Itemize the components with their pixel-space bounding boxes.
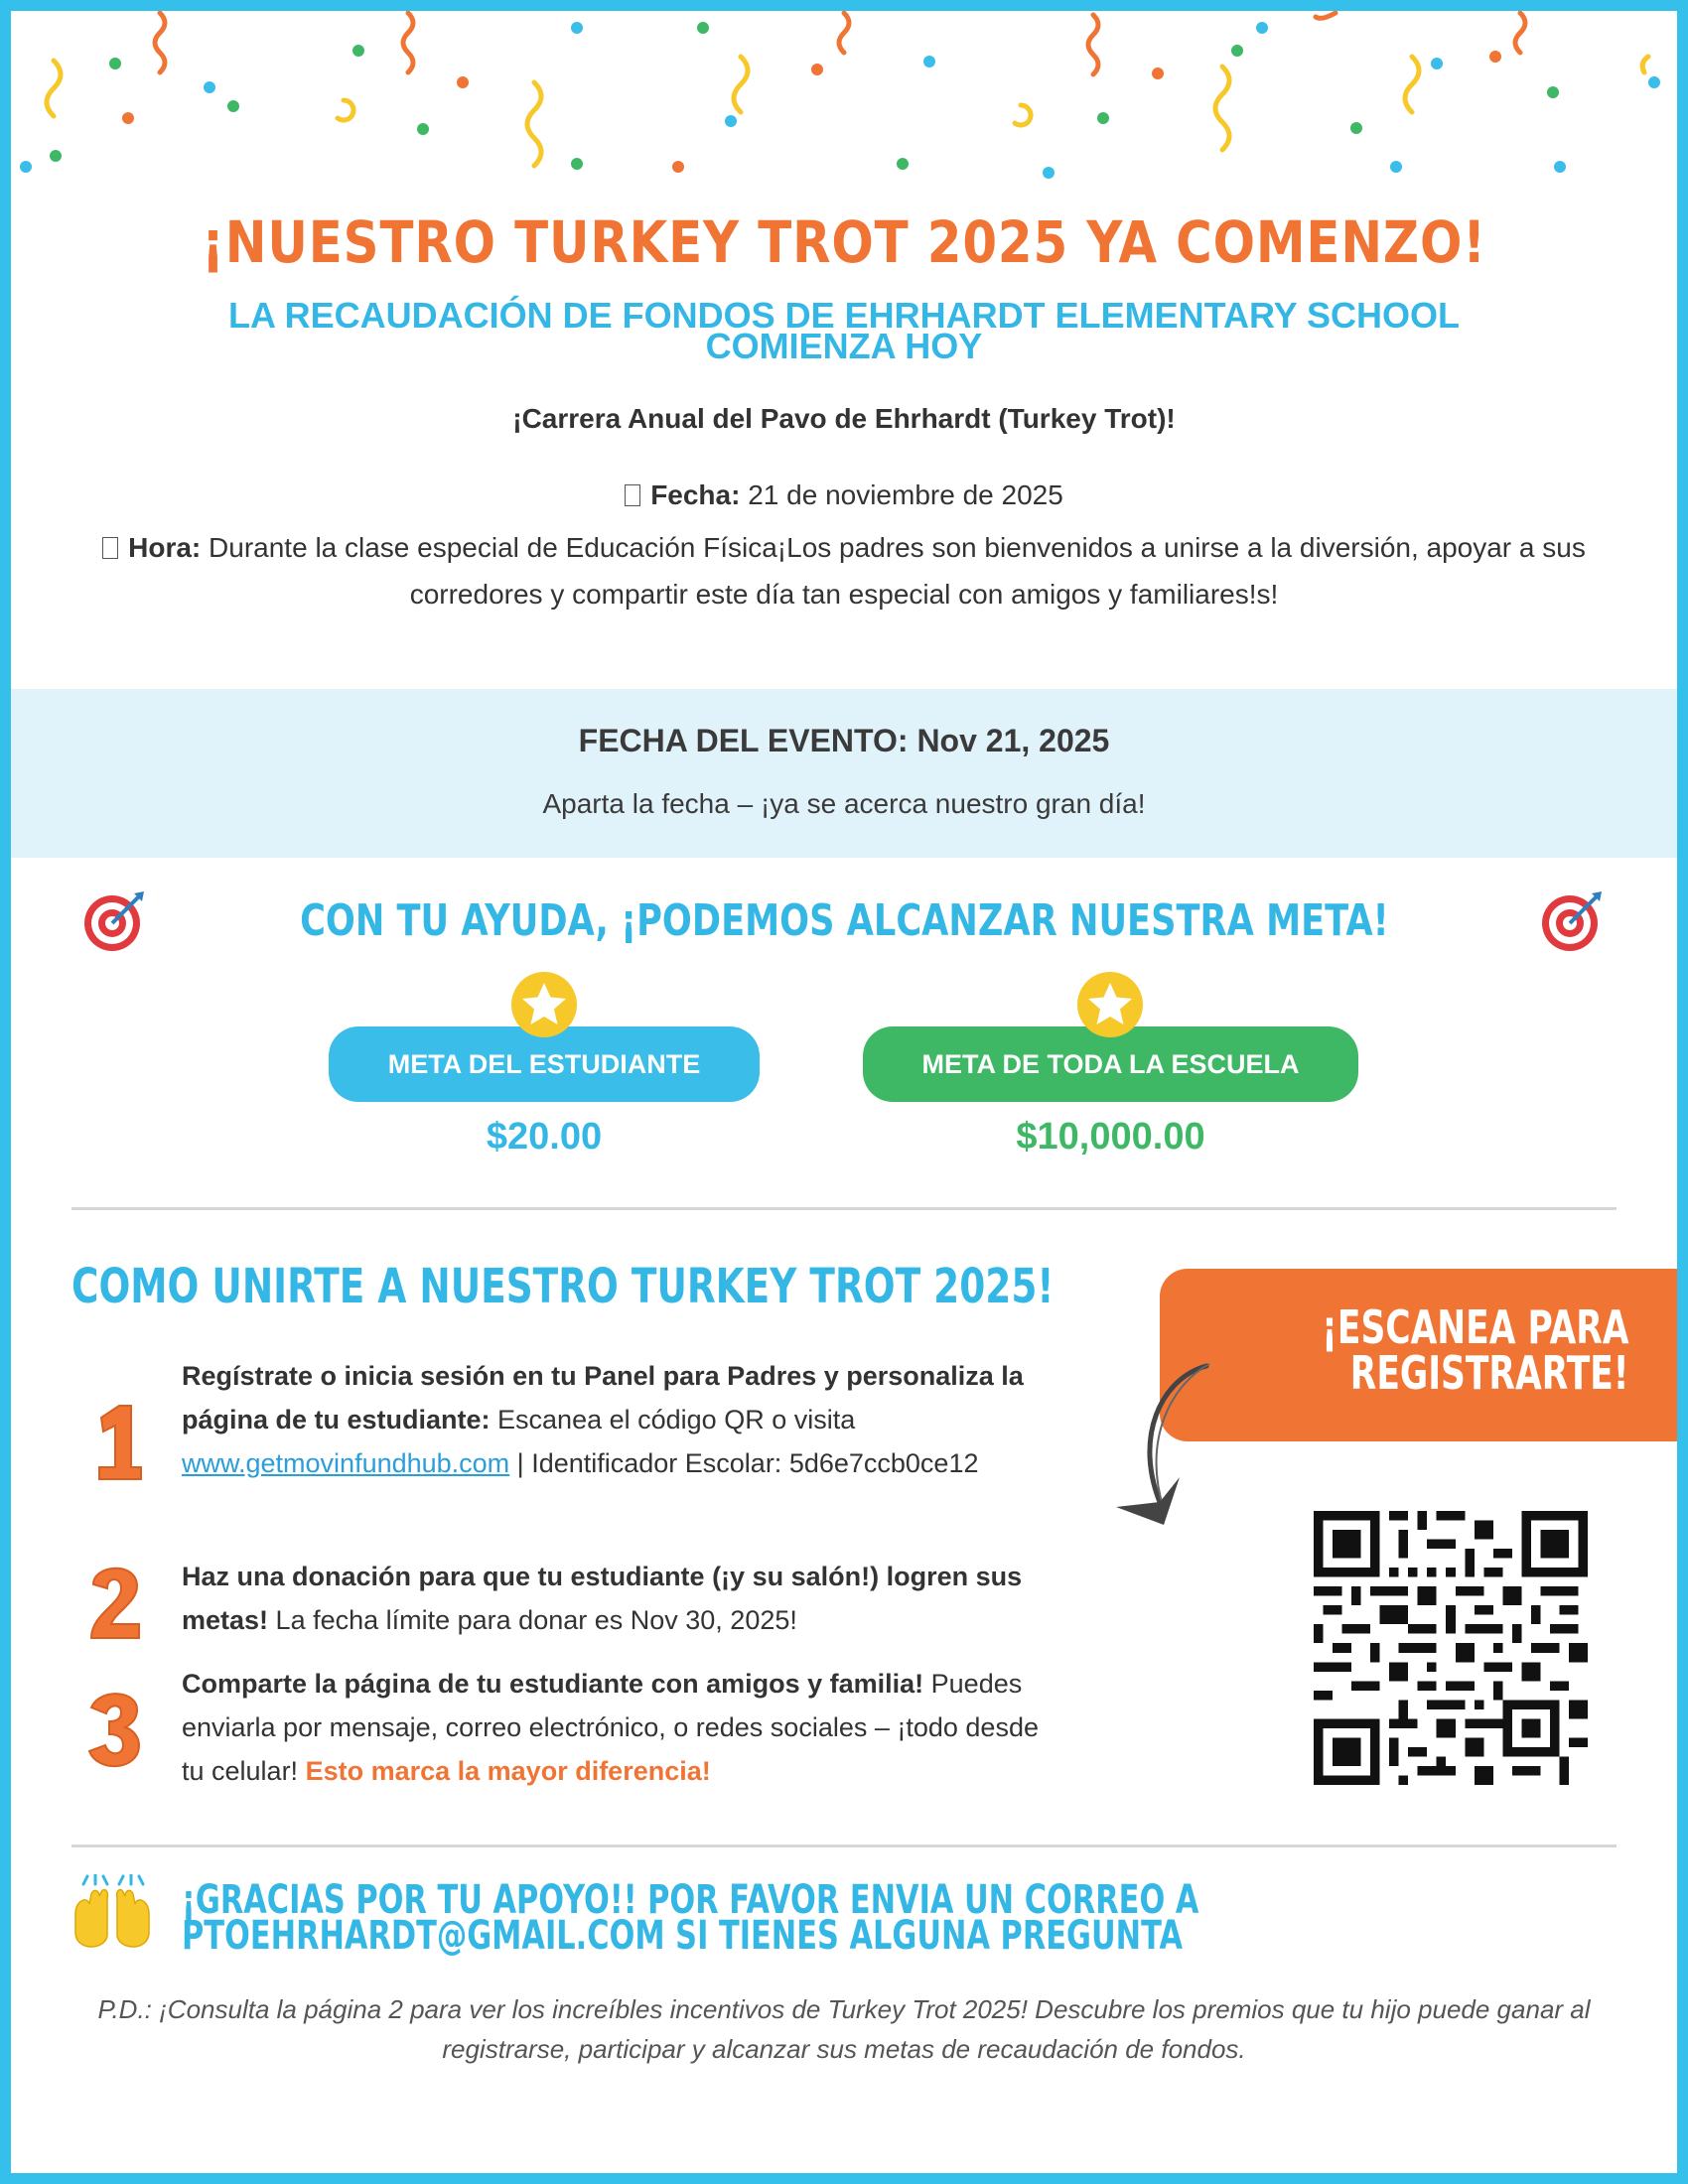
step-1-text: Escanea el código QR o visita bbox=[490, 1405, 856, 1434]
curved-arrow-icon bbox=[1102, 1358, 1281, 1547]
step-3 bbox=[182, 1662, 1065, 1793]
school-goal-value: $10,000.00 bbox=[1016, 1116, 1205, 1158]
fundhub-link[interactable]: www.getmovinfundhub.com bbox=[182, 1448, 510, 1478]
calendar-icon bbox=[625, 484, 640, 506]
confetti-decoration bbox=[11, 11, 1677, 190]
scan-line-1: ¡ESCANEA PARA bbox=[1322, 1300, 1629, 1354]
page-subtitle: LA RECAUDACIÓN DE FONDOS DE EHRHARDT ELEMENTARY SCHOOL COMIENZA HOY bbox=[227, 295, 1461, 366]
scan-to-register-text bbox=[1322, 1300, 1629, 1400]
event-time-line bbox=[99, 524, 1589, 617]
star-icon bbox=[1076, 971, 1144, 1038]
target-icon bbox=[1540, 887, 1606, 953]
step-3-text: Puedes enviarla por mensaje, correo electrónico, o redes sociales – ¡todo desde tu celular! bbox=[182, 1669, 1039, 1786]
goals-heading bbox=[0, 887, 1688, 953]
step-2-bold: Haz una donación para que tu estudiante (¡y su salón!) logren sus metas! bbox=[182, 1562, 1023, 1635]
event-date-banner bbox=[11, 689, 1677, 858]
banner-subtitle: Aparta la fecha – ¡ya se acerca nuestro gran día! bbox=[542, 788, 1146, 819]
scan-line-2: REGISTRARTE! bbox=[1350, 1346, 1629, 1400]
date-value: 21 de noviembre de 2025 bbox=[740, 479, 1063, 510]
clock-icon bbox=[102, 537, 118, 559]
how-to-join-heading: COMO UNIRTE A NUESTRO TURKEY TROT 2025! bbox=[71, 1259, 1055, 1314]
banner-title: FECHA DEL EVENTO: Nov 21, 2025 bbox=[578, 723, 1110, 758]
step-1 bbox=[182, 1354, 1065, 1485]
step-2 bbox=[182, 1555, 1065, 1642]
date-label: Fecha: bbox=[650, 479, 741, 510]
step-3-highlight: Esto marca la mayor diferencia! bbox=[305, 1756, 711, 1786]
time-value: Durante la clase especial de Educación Física¡Los padres son bienvenidos a unirse a la diversión, apoyar a sus corredores y compartir este día tan especial con amigos y familiares!s! bbox=[201, 532, 1586, 610]
section-divider bbox=[71, 1207, 1617, 1210]
postscript: P.D.: ¡Consulta la página 2 para ver los increíbles incentivos de Turkey Trot 2025! Descubre los premios que tu hijo puede ganar al registrarse, participar y alcanzar sus metas de recaudación de fondos. bbox=[97, 1994, 1591, 2064]
step-2-text: La fecha límite para donar es Nov 30, 2025! bbox=[268, 1605, 797, 1635]
target-icon bbox=[82, 887, 148, 953]
step-3-bold: Comparte la página de tu estudiante con amigos y familia! bbox=[182, 1669, 924, 1699]
number-3-icon bbox=[79, 1684, 149, 1773]
number-2-icon bbox=[79, 1555, 149, 1644]
event-name: ¡Carrera Anual del Pavo de Ehrhardt (Turkey Trot)! bbox=[512, 403, 1176, 434]
section-divider bbox=[71, 1844, 1617, 1847]
goals-heading-text: CON TU AYUDA, ¡PODEMOS ALCANZAR NUESTRA META! bbox=[299, 894, 1389, 946]
qr-code[interactable] bbox=[1314, 1511, 1588, 1785]
event-date-line bbox=[0, 479, 1688, 511]
star-icon bbox=[510, 971, 578, 1038]
student-goal-label: META DEL ESTUDIANTE bbox=[329, 1026, 760, 1102]
number-1-icon bbox=[79, 1396, 149, 1485]
page-title: ¡NUESTRO TURKEY TROT 2025 YA COMENZO! bbox=[202, 208, 1486, 276]
time-label: Hora: bbox=[128, 532, 202, 563]
school-goal-label: META DE TODA LA ESCUELA bbox=[863, 1026, 1358, 1102]
step-1-bold: Regístrate o inicia sesión en tu Panel para Padres y personaliza la página de tu estudiante: bbox=[182, 1361, 1024, 1434]
raising-hands-icon bbox=[70, 1874, 155, 1954]
student-goal-value: $20.00 bbox=[486, 1116, 603, 1158]
thanks-message: ¡GRACIAS POR TU APOYO!! POR FAVOR ENVIA UN CORREO A PTOEHRHARDT@GMAIL.COM SI TIENES ALGUNA PREGUNTA bbox=[182, 1877, 1199, 1959]
step-1-school-id: | Identificador Escolar: 5d6e7ccb0ce12 bbox=[509, 1448, 979, 1478]
